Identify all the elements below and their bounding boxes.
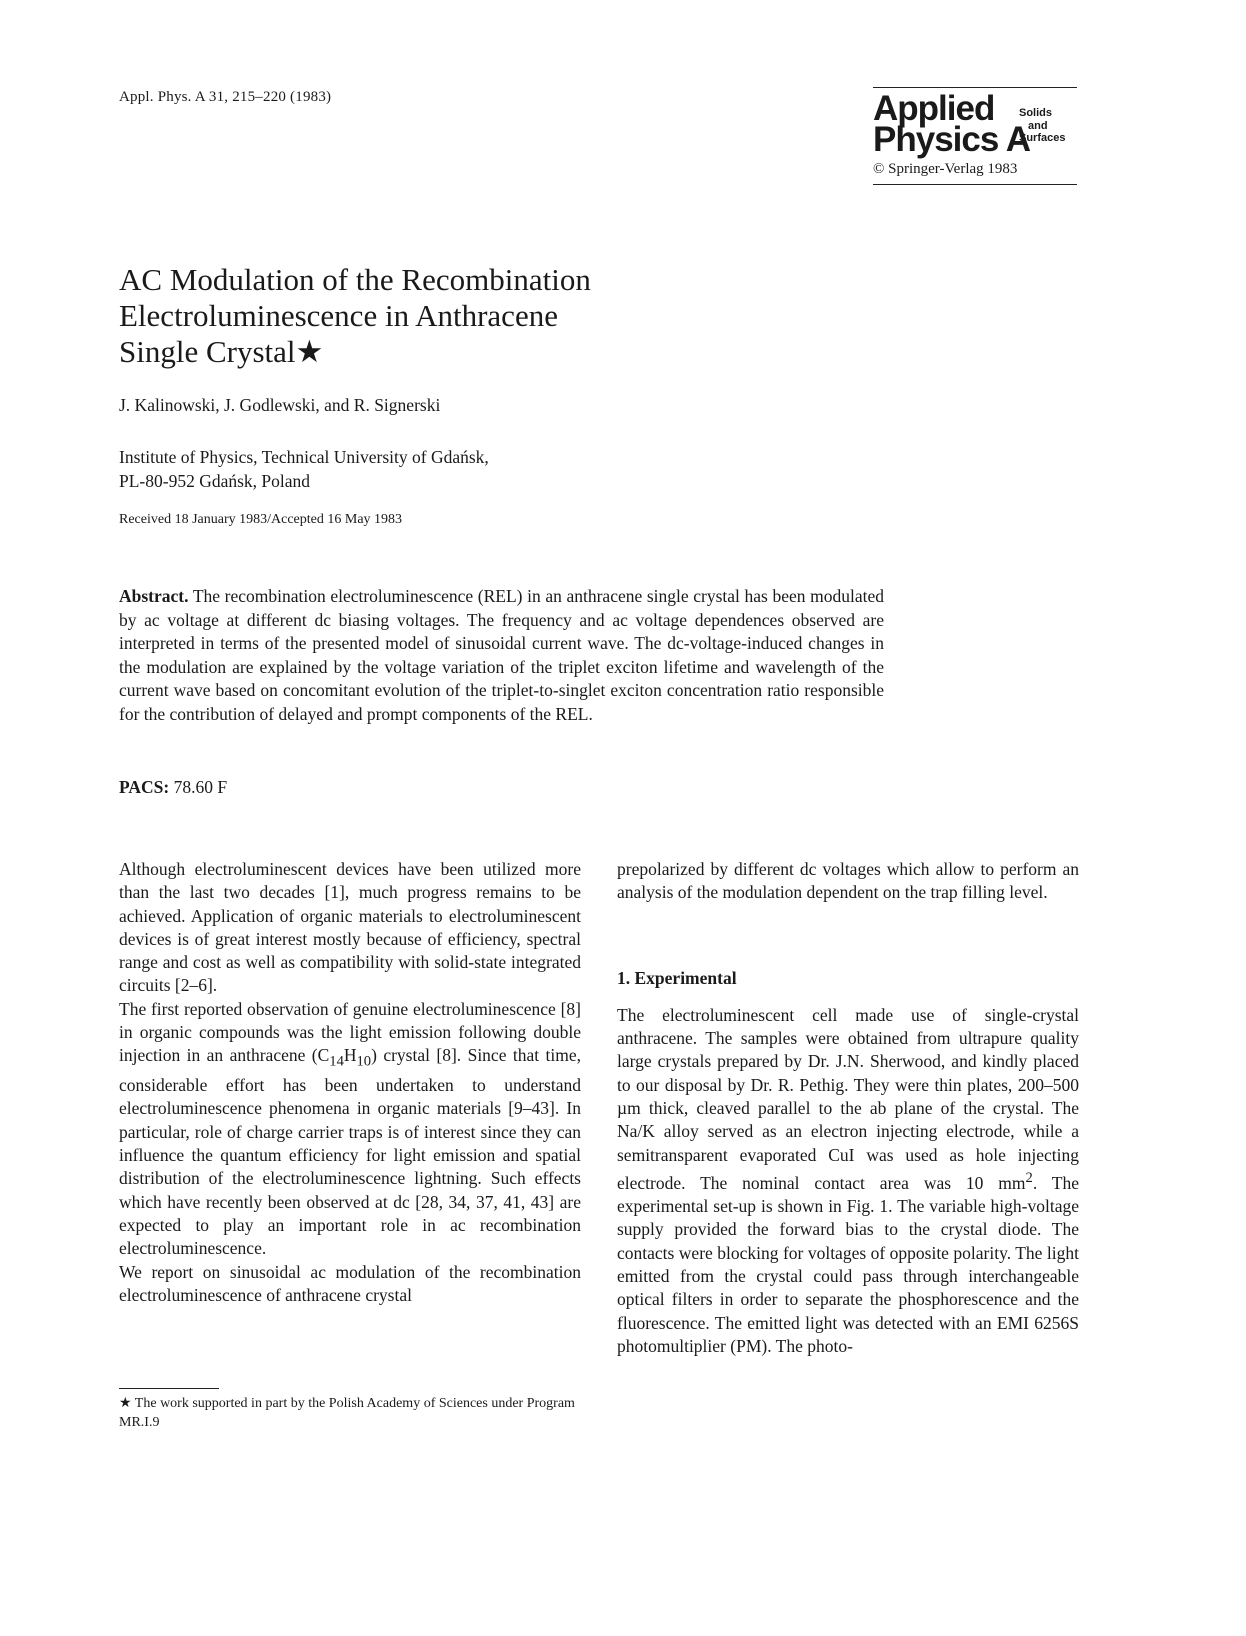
affiliation-line-2: PL-80-952 Gdańsk, Poland (119, 471, 311, 491)
unit-superscript: 2 (1025, 1169, 1033, 1186)
affiliation-line-1: Institute of Physics, Technical University of Gdańsk, (119, 447, 489, 467)
pacs-label: PACS: (119, 777, 170, 797)
body-paragraph (119, 998, 581, 1261)
footnote-divider (119, 1388, 219, 1389)
abstract-text: The recombination electroluminescence (REL) in an anthracene single crystal has been modulated by ac voltage at different dc biasing voltages. The frequency and ac voltage dependences observed are interpreted in terms of the presented model of sinusoidal current wave. The dc-voltage-induced changes in the modulation are explained by the voltage variation of the triplet exciton lifetime and wavelength of the current wave based on concomitant evolution of the triplet-to-singlet exciton concentration ratio responsible for the contribution of delayed and prompt components of the REL. (119, 586, 885, 724)
title-line-1: AC Modulation of the Recombination (119, 262, 591, 297)
body-paragraph (617, 1004, 1079, 1358)
pacs-value: 78.60 F (173, 777, 228, 797)
logo-word-applied: Applied (873, 89, 995, 128)
logo-subtitle-and: and (1028, 120, 1048, 132)
affiliation (119, 445, 489, 493)
logo-subtitle-solids: Solids (1019, 107, 1053, 119)
pacs-code (119, 777, 227, 798)
footnote: ★ The work supported in part by the Polish Academy of Sciences under Program MR.I.9 (119, 1396, 575, 1430)
abstract (119, 585, 884, 726)
paragraph-text: The electroluminescent cell made use of single-crystal anthracene. The samples were obtained from ultrapure quality large crystals prepared by Dr. J.N. Sherwood, and kindly placed to our disposal by Dr. R. Pethig. They were thin plates, 200–500 µm thick, cleaved parallel to the ab plane of the crystal. The Na/K alloy served as an electron injecting electrode, while a semitransparent evaporated CuI was used as hole injecting electrode. The nominal contact area was 10 mm (617, 1004, 1079, 1193)
author-list: J. Kalinowski, J. Godlewski, and R. Signerski (119, 395, 441, 415)
logo-bottom-rule (873, 184, 1077, 185)
received-dates: Received 18 January 1983/Accepted 16 May 1983 (119, 512, 403, 527)
journal-logo (873, 86, 1077, 191)
right-column (617, 858, 1079, 1358)
formula-subscript: 14 (329, 1053, 344, 1070)
logo-word-physics-a: Physics A (873, 120, 1031, 159)
body-paragraph: prepolarized by different dc voltages which allow to perform an analysis of the modulation dependent on the trap filling level. (617, 859, 1079, 903)
formula-element: H (343, 1045, 357, 1066)
article-title (119, 262, 739, 370)
left-column (119, 858, 581, 1307)
paragraph-text: The first reported observation of genuine electroluminescence [8] in organic compounds was the light emission following double injection in an anthracene (C (119, 998, 581, 1066)
title-line-2: Electroluminescence in Anthracene (119, 298, 558, 333)
body-paragraph: Although electroluminescent devices have been utilized more than the last two decades [1], much progress remains to be achieved. Application of organic materials to electroluminescent devices is of great interest mostly because of efficiency, spectral range and cost as well as compatibility with solid-state integrated circuits [2–6]. (119, 859, 581, 996)
paragraph-text: . The experimental set-up is shown in Fig. 1. The variable high-voltage supply provided the forward bias to the crystal diode. The contacts were blocking for voltages of opposite polarity. The light emitted from the crystal could pass through interchangeable optical filters in order to separate the phosphorescence and the fluorescence. The emitted light was detected with an EMI 6256S photomultiplier (PM). The photo- (617, 1172, 1079, 1356)
formula-subscript: 10 (356, 1053, 372, 1070)
paragraph-text: ) crystal [8]. Since that time, considerable effort has been undertaken to understand electroluminescence phenomena in organic materials [9–43]. In particular, role of charge carrier traps is of interest since they can influence the quantum efficiency for light emission and spatial distribution of the electroluminescence lightning. Such effects which have recently been observed at dc [28, 34, 37, 41, 43] are expected to play an important role in ac recombination electroluminescence. (119, 1045, 582, 1259)
body-paragraph: We report on sinusoidal ac modulation of the recombination electroluminescence of anthracene crystal (119, 1261, 581, 1305)
logo-top-rule (873, 87, 1077, 88)
copyright-notice: © Springer-Verlag 1983 (873, 161, 1018, 177)
abstract-label: Abstract. (119, 586, 189, 606)
logo-subtitle-surfaces: Surfaces (1019, 132, 1066, 144)
title-line-3: Single Crystal★ (119, 334, 324, 369)
section-heading: 1. Experimental (617, 967, 737, 988)
journal-citation: Appl. Phys. A 31, 215–220 (1983) (119, 89, 332, 105)
